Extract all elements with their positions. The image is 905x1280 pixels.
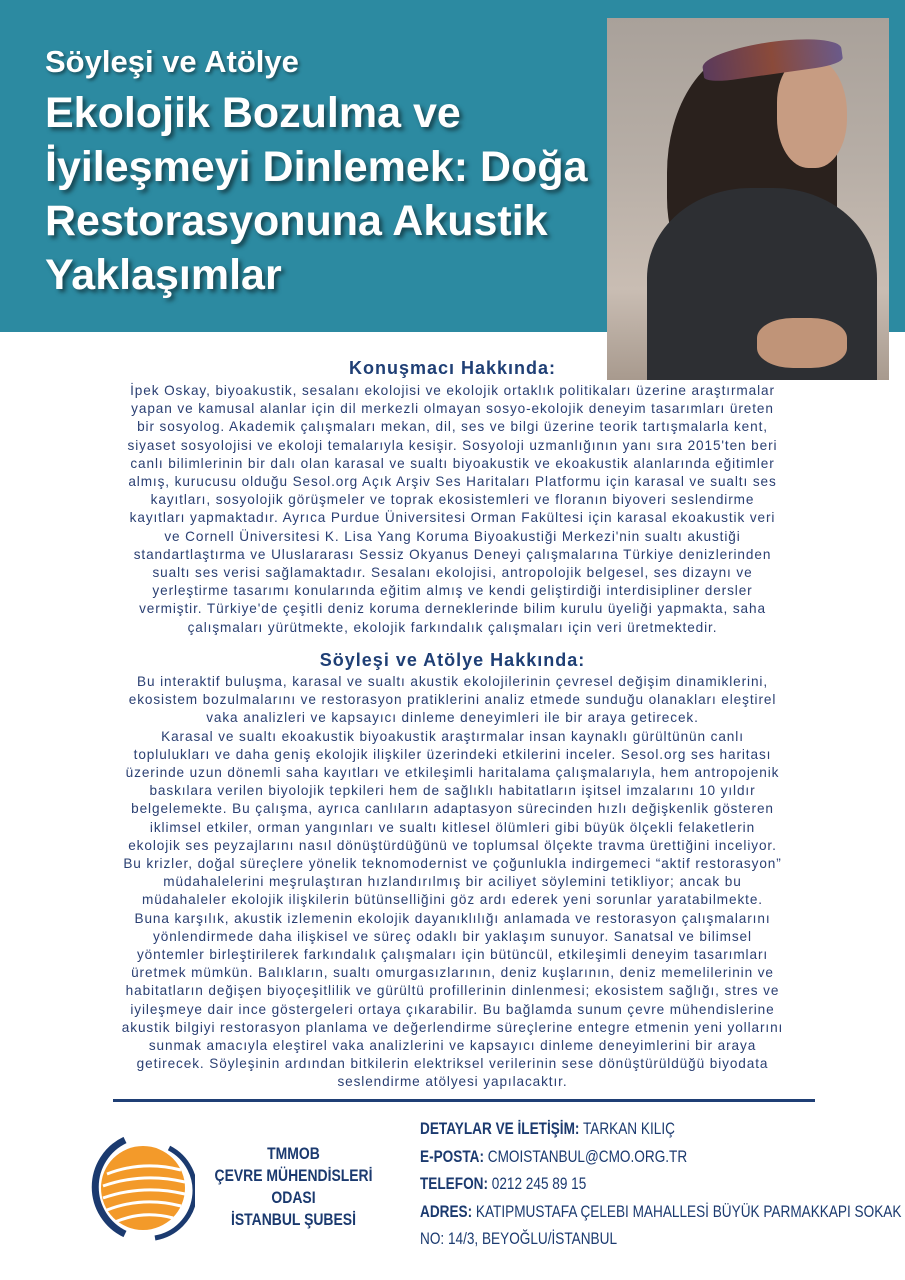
text-line: belgelemekte. Bu çalışma, ayrıca canlıların adaptasyon sürecinden hızlı değişkenlik gösteren — [131, 801, 774, 817]
text-line: Bu krizler, doğal süreçlere yönelik teknomodernist ve çoğunlukla indirgemeci “aktif restorasyon” — [123, 856, 782, 872]
text-line: sualtı ses verisi sağlamaktadır. Sesalanı ekolojisi, antropolojik belgesel, ses dizaynı ve — [152, 565, 753, 581]
event-title — [45, 86, 645, 302]
text-line: almış, kurucusu olduğu Sesol.org Açık Arşiv Ses Haritaları Platformu için karasal ve sualtı ses — [128, 474, 777, 490]
text-line: kayıtları, sosyolojik görüşmeler ve toprak ekosistemleri ve floranın biyoveri seslendirme — [150, 492, 755, 508]
speaker-bio — [60, 382, 845, 637]
text-line: çalışmaları yürütmekte, ekolojik farkındalık çalışmaları için veri üretmektedir. — [187, 619, 718, 635]
text-line: üzerinde uzun dönemli saha kayıtları ve etkileşimli haritalama çalışmalarıyla, hem antropojenik — [125, 765, 780, 781]
speaker-photo — [607, 18, 889, 380]
event-type: Söyleşi ve Atölye — [45, 44, 299, 79]
org-line: İSTANBUL ŞUBESİ — [231, 1210, 356, 1229]
title-line: Ekolojik Bozulma ve — [45, 89, 461, 137]
text-line: sunmak amacıyla eleştirel vaka analizlerini ve kapsayıcı dinleme deneyimlerini bir araya — [148, 1038, 757, 1054]
text-line: siyaset sosyolojisi ve ekoloji temalarıyla kesişir. Sosyoloji uzmanlığının yanı sıra 2015'ten beri — [127, 437, 778, 453]
text-line: vermiştir. Türkiye'de çeşitli deniz koruma derneklerinde bilim kurulu üyeliği yapmakta, saha — [139, 601, 766, 617]
text-line: iyileşmeye dair ince göstergeleri ortaya çıkarabilir. Bu bağlamda sunum çevre mühendislerine — [130, 1001, 775, 1017]
title-line: İyileşmeyi Dinlemek: Doğa — [45, 143, 588, 191]
text-line: Karasal ve sualtı ekoakustik biyoakustik araştırmalar insan kaynaklı gürültünün canlı — [161, 728, 744, 744]
text-line: toplulukları ve daha geniş ekolojik ilişkiler üzerindeki etkilerini inceler. Sesol.org ses haritası — [133, 746, 772, 762]
contact-email: E-POSTA: CMOISTANBUL@CMO.ORG.TR — [420, 1146, 688, 1166]
text-line: yönlendirmede daha ilişkisel ve süreç odaklı bir yaklaşım sunuyor. Sanatsal ve bilimsel — [153, 928, 752, 944]
contact-address-line2: NO: 14/3, BEYOĞLU/İSTANBUL — [420, 1229, 618, 1248]
text-line: üretmek mümkün. Balıkların, sualtı omurgasızlarının, deniz kuşlarının, deniz memelilerinin ve — [131, 965, 774, 981]
title-line: Restorasyonuna Akustik — [45, 197, 548, 245]
text-line: habitatların değişen biyoçeşitlilik ve gürültü profillerinin dinlenmesi; ekosistem sağlığı, stres ve — [125, 983, 780, 999]
org-line: TMMOB — [267, 1144, 320, 1163]
text-line: İpek Oskay, biyoakustik, sesalanı ekolojisi ve ekolojik ortaklık politikaları üzerine araştırmalar — [130, 383, 775, 398]
cmo-logo — [85, 1130, 195, 1242]
event-heading: Söyleşi ve Atölye Hakkında: — [319, 650, 586, 670]
contact-info — [420, 1115, 901, 1253]
text-line: yerleştirme tasarımı konularında eğitim almış ve kendi geliştirdiği interdisipliner dersler — [152, 583, 753, 599]
text-line: yöntemler birleştirilerek farkındalık çalışmaları için bütüncül, etkileşimli deneyim tasarımları — [136, 947, 769, 963]
text-line: Buna karşılık, akustik izlemenin ekolojik dayanıklılığı anlamada ve restorasyon çalışmalarını — [134, 910, 771, 926]
org-name — [214, 1143, 374, 1231]
text-line: yapan ve kamusal alanlar için dil merkezli olmayan sosyo-ekolojik deneyim tasarımları üreten — [131, 401, 774, 417]
text-line: seslendirme atölyesi yapılacaktır. — [337, 1074, 568, 1090]
text-line: bir sosyolog. Akademik çalışmaları mekan, dil, ses ve bilgi üzerine teorik tartışmalarla kent, — [137, 419, 768, 435]
contact-person: DETAYLAR VE İLETİŞİM: TARKAN KILIÇ — [420, 1119, 675, 1138]
speaker-heading: Konuşmacı Hakkında: — [348, 358, 557, 378]
text-line: iklimsel etkiler, orman yangınları ve sualtı kitlesel ölümleri gibi büyük ölçekli felaketlerin — [149, 819, 756, 835]
divider — [113, 1099, 815, 1102]
text-line: canlı bilimlerinin bir dalı olan karasal ve sualtı biyoakustik ve ekoakustik alanlarında eğitimler — [130, 455, 775, 471]
text-line: ve Cornell Üniversitesi K. Lisa Yang Koruma Biyoakustiği Merkezi'nin sualtı akustiği — [164, 528, 741, 544]
contact-address: ADRES: KATIPMUSTAFA ÇELEBI MAHALLESİ BÜYÜK PARMAKKAPI SOKAK — [420, 1201, 902, 1221]
text-line: vaka analizleri ve kapsayıcı dinleme deneyimleri ile bir araya getirecek. — [206, 710, 699, 726]
text-line: akustik bilgiyi restorasyon planlama ve değerlendirme süreçlerine entegre etmenin yeni yollarını — [121, 1019, 784, 1035]
event-description — [60, 673, 845, 1092]
text-line: baskılara verilen biyolojik tepkileri hem de sağlıklı habitatların işitsel imzalarını 10 yıldır — [149, 783, 756, 799]
text-line: müdahalelerini meşrulaştıran hızlandırılmış bir aciliyet söylemini tetikliyor; ancak bu — [163, 874, 742, 890]
text-line: standartlaştırma ve Uluslararası Sessiz Okyanus Deneyi çalışmalarına Türkiye denizlerinden — [133, 546, 772, 562]
text-line: kayıtları yapmaktadır. Ayrıca Purdue Üniversitesi Orman Fakültesi için karasal ekoakustik veri — [129, 510, 776, 526]
text-line: ekolojik ses peyzajlarını nasıl dönüştürdüğünü ve toplumsal ölçekte travma ürettiğini inceliyor. — [128, 837, 777, 853]
text-line: Bu interaktif buluşma, karasal ve sualtı akustik ekolojilerinin çevresel değişim dinamiklerini, — [137, 674, 768, 689]
text-line: getirecek. Söyleşinin ardından bitkilerin elektriksel verilerinin sese dönüştürüldüğü biyodata — [136, 1056, 769, 1072]
org-line: ÇEVRE MÜHENDİSLERİ ODASI — [214, 1166, 373, 1207]
text-line: müdahaleler ekolojik ilişkilerin bütünselliğini göz ardı ederek yeni sorunlar yaratabilmekte. — [142, 892, 763, 908]
title-line: Yaklaşımlar — [45, 251, 282, 299]
text-line: ekosistem bozulmalarını ve restorasyon pratiklerini analiz etmede sunduğu olanakları eleştirel — [128, 692, 777, 708]
contact-phone: TELEFON: 0212 245 89 15 — [420, 1174, 587, 1193]
